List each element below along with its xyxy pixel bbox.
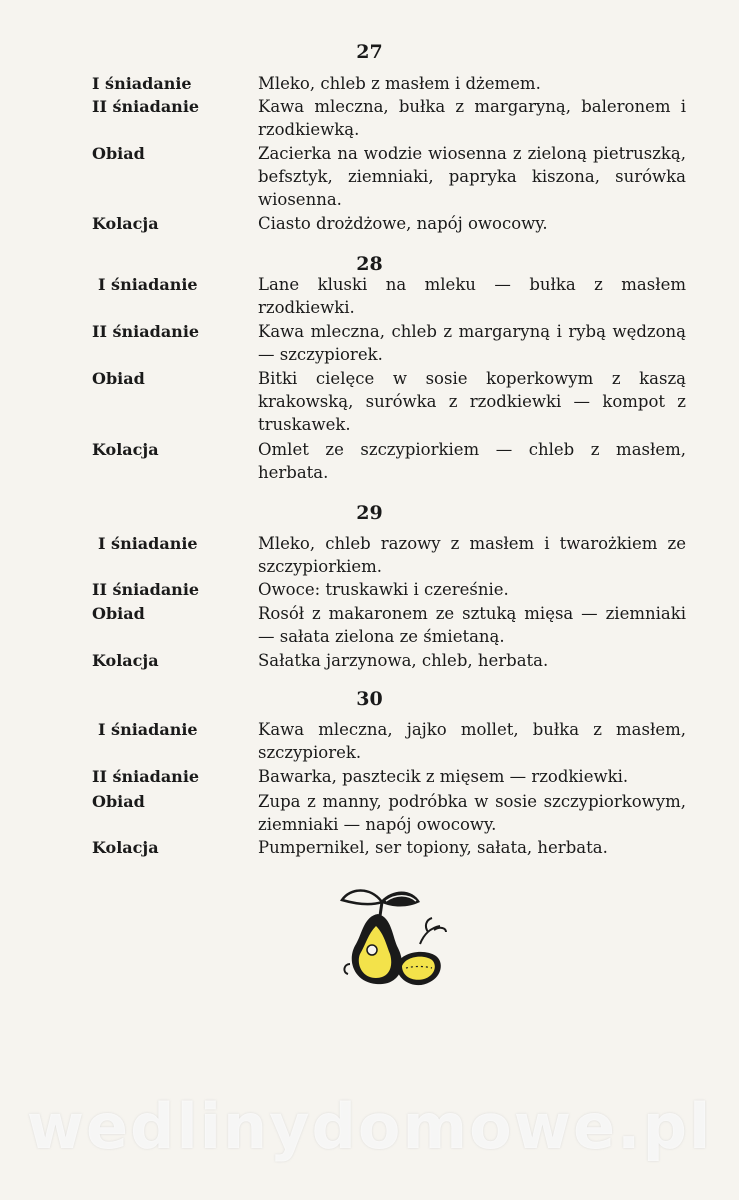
day-number: 28 xyxy=(356,253,383,275)
meal-dishes: Lane kluski na mleku — bułka z masłem rzodkiewki. xyxy=(258,275,686,317)
meal-label: I śniadanie xyxy=(92,74,192,93)
meal-label: Kolacja xyxy=(92,440,159,459)
meal-dishes: Pumpernikel, ser topiony, sałata, herbata. xyxy=(258,838,608,857)
meal-dishes: Ciasto drożdżowe, napój owocowy. xyxy=(258,214,548,233)
day-number: 30 xyxy=(356,688,383,710)
meal-label: I śniadanie xyxy=(98,720,198,739)
watermark: wedlinydomowe.pl xyxy=(26,1090,713,1163)
meal-dishes: Kawa mleczna, jajko mollet, bułka z masłem, szczypiorek. xyxy=(258,720,686,762)
meal-label: I śniadanie xyxy=(98,534,198,553)
day-number: 29 xyxy=(356,502,383,524)
meal-label: II śniadanie xyxy=(92,767,200,786)
meal-label: Obiad xyxy=(92,144,145,163)
meal-dishes: Bitki cielęce w sosie koperkowym z kaszą krakowską, surówka z rzodkiewki — kompot z truskawek. xyxy=(258,369,686,434)
meal-dishes: Mleko, chleb razowy z masłem i twarożkiem ze szczypiorkiem. xyxy=(258,534,686,576)
meal-dishes: Zacierka na wodzie wiosenna z zieloną pietruszką, befsztyk, ziemniaki, papryka kiszona, surówka wiosenna. xyxy=(258,144,686,209)
day-number: 27 xyxy=(356,41,383,63)
meal-label: Kolacja xyxy=(92,214,159,233)
meal-dishes: Omlet ze szczypiorkiem — chleb z masłem, herbata. xyxy=(258,440,686,482)
meal-label: II śniadanie xyxy=(92,322,200,341)
meal-label: Obiad xyxy=(92,369,145,388)
meal-label: Obiad xyxy=(92,792,145,811)
meal-label: I śniadanie xyxy=(98,275,198,294)
meal-dishes: Rosół z makaronem ze sztuką mięsa — ziemniaki — sałata zielona ze śmietaną. xyxy=(258,604,686,646)
meal-dishes: Mleko, chleb z masłem i dżemem. xyxy=(258,74,541,93)
meal-label: II śniadanie xyxy=(92,97,200,116)
meal-dishes: Bawarka, pasztecik z mięsem — rzodkiewki. xyxy=(258,767,629,786)
meal-label: II śniadanie xyxy=(92,580,200,599)
meal-dishes: Sałatka jarzynowa, chleb, herbata. xyxy=(258,651,549,670)
meal-label: Obiad xyxy=(92,604,145,623)
meal-dishes: Owoce: truskawki i czereśnie. xyxy=(258,580,509,599)
meal-dishes: Kawa mleczna, chleb z margaryną i rybą wędzoną — szczypiorek. xyxy=(258,322,686,364)
meal-label: Kolacja xyxy=(92,651,159,670)
meal-label: Kolacja xyxy=(92,838,159,857)
meal-dishes: Kawa mleczna, bułka z margaryną, baleronem i rzodkiewką. xyxy=(258,97,686,139)
meal-dishes: Zupa z manny, podróbka w sosie szczypiorkowym, ziemniaki — napój owocowy. xyxy=(258,792,686,834)
pear-and-lemon-icon xyxy=(320,882,450,994)
